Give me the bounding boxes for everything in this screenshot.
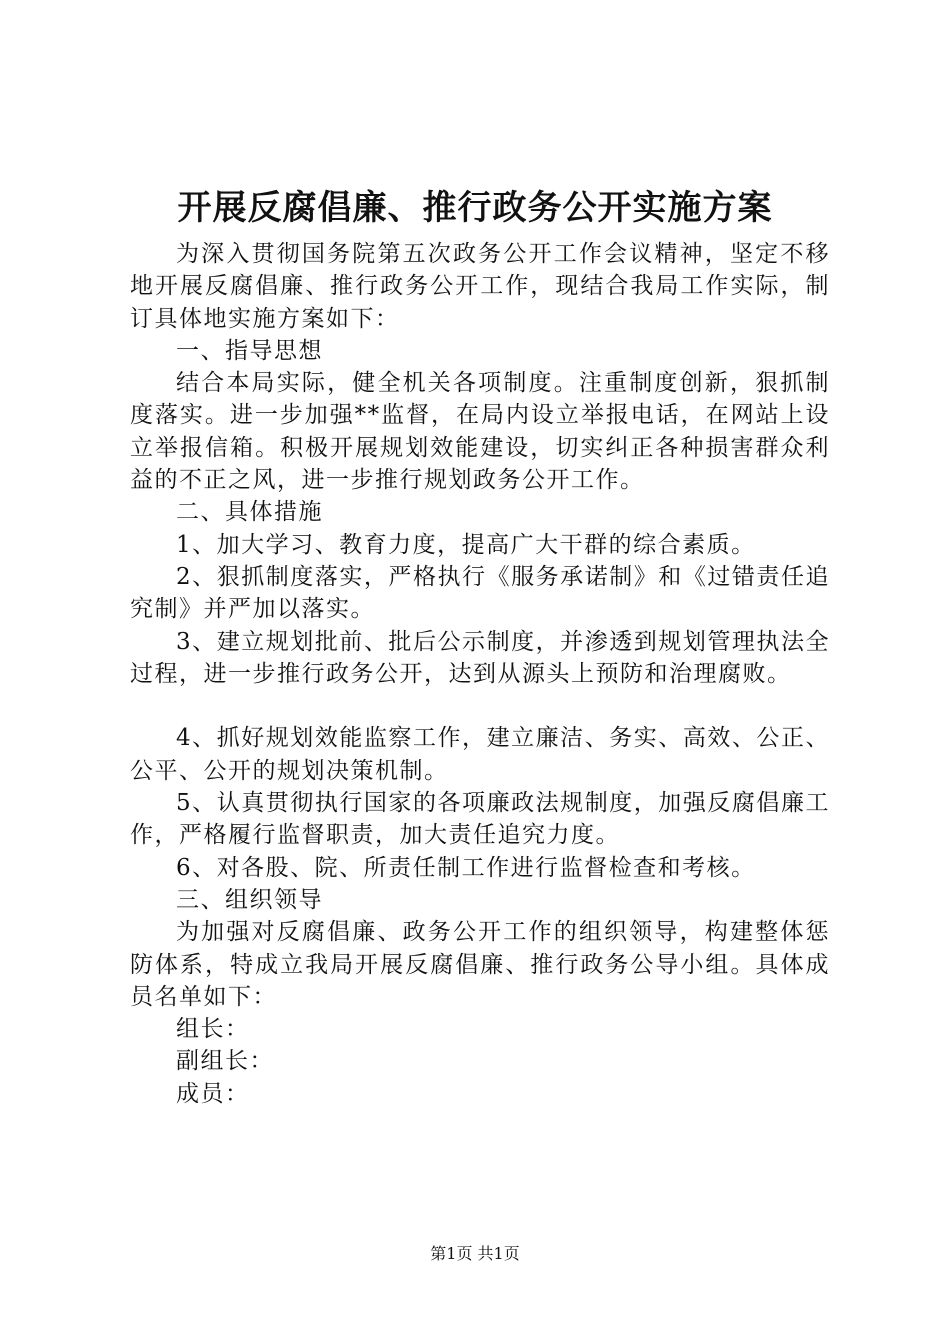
section-heading-guiding-thought: 一、指导思想 <box>176 337 323 364</box>
document-body <box>130 238 830 1110</box>
document-title: 开展反腐倡廉、推行政务公开实施方案 <box>177 188 773 228</box>
intro-paragraph: 为深入贯彻国务院第五次政务公开工作会议精神，坚定不移地开展反腐倡廉、推行政务公开工作，现结合我局工作实际，制订具体地实施方案如下： <box>130 241 830 332</box>
measure-item-4: 4、抓好规划效能监察工作，建立廉洁、务实、高效、公正、公平、公开的规划决策机制。 <box>130 725 830 784</box>
page-number-footer: 第1页 共1页 <box>430 1244 520 1263</box>
blank-line <box>130 690 830 722</box>
measure-item-1: 1、加大学习、教育力度，提高广大干群的综合素质。 <box>176 531 756 558</box>
measure-item-5: 5、认真贯彻执行国家的各项廉政法规制度，加强反腐倡廉工作，严格履行监督职责，加大责任追究力度。 <box>130 790 830 849</box>
member-line-members: 成员： <box>176 1080 250 1107</box>
measure-item-2: 2、狠抓制度落实，严格执行《服务承诺制》和《过错责任追究制》并严加以落实。 <box>130 563 830 623</box>
section-heading-organization: 三、组织领导 <box>176 886 323 913</box>
measure-item-6: 6、对各股、院、所责任制工作进行监督检查和考核。 <box>176 854 756 881</box>
organization-paragraph: 为加强对反腐倡廉、政务公开工作的组织领导，构建整体惩防体系，特成立我局开展反腐倡廉、推行政务公导小组。具体成员名单如下： <box>130 919 830 1010</box>
section-heading-measures: 二、具体措施 <box>176 499 323 526</box>
member-line-deputy-leader: 副组长： <box>176 1048 274 1075</box>
measure-item-3: 3、建立规划批前、批后公示制度，并渗透到规划管理执法全过程，进一步推行政务公开，达到从源头上预防和治理腐败。 <box>130 628 830 687</box>
guiding-thought-paragraph: 结合本局实际，健全机关各项制度。注重制度创新，狠抓制度落实。进一步加强**监督，在局内设立举报电话，在网站上设立举报信箱。积极开展规划效能建设，切实纠正各种损害群众利益的不正之风，进一步推行规划政务公开工作。 <box>130 370 830 494</box>
member-line-leader: 组长： <box>176 1016 250 1043</box>
